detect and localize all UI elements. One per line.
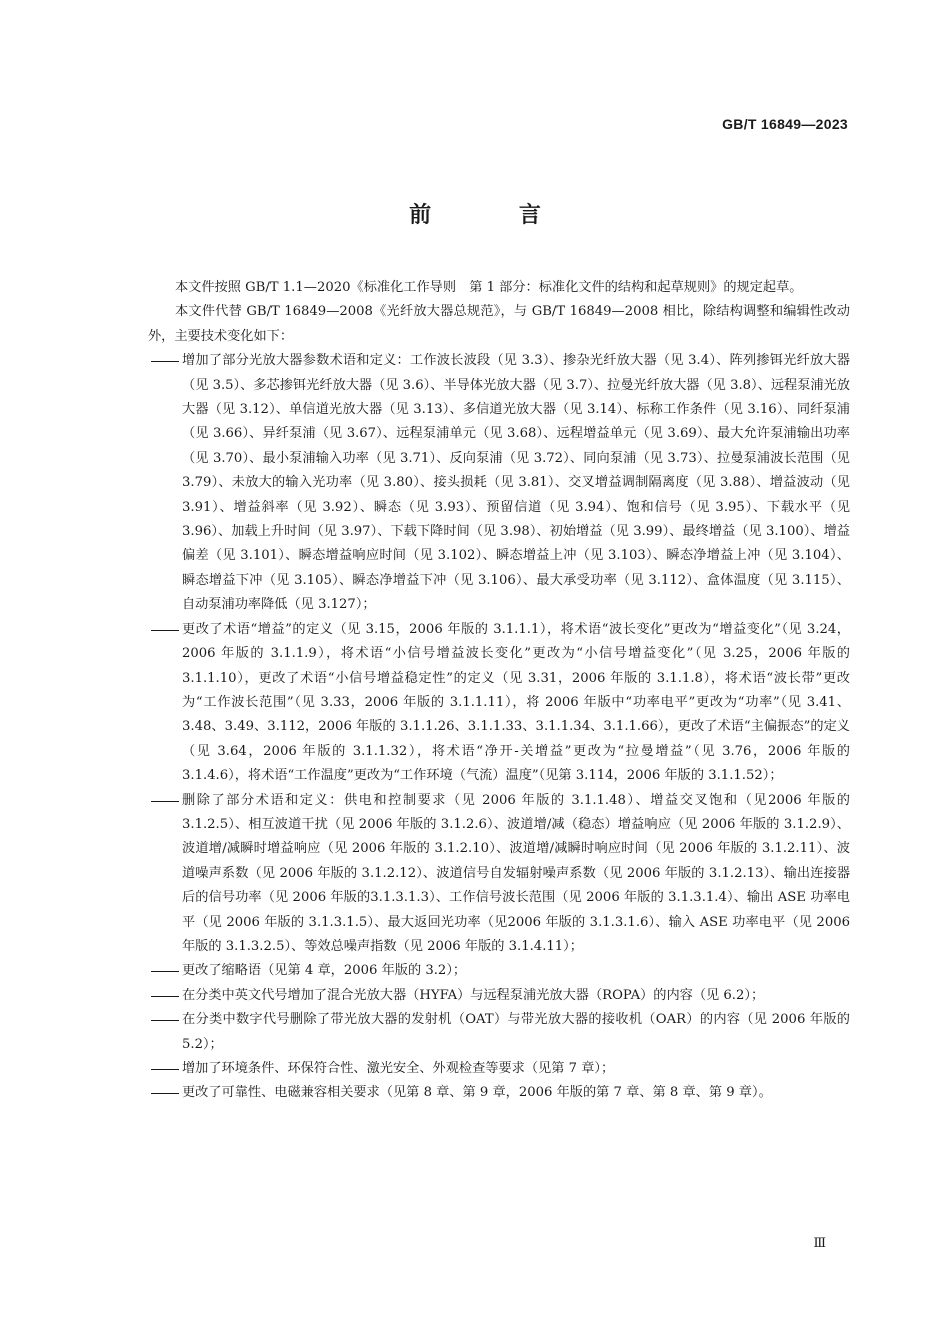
list-item	[148, 984, 850, 1008]
list-item	[148, 1008, 850, 1057]
list-item-text: 更改了缩略语（见第 4 章，2006 年版的 3.2）；	[182, 963, 467, 979]
standard-number: GB/T 16849—2023	[722, 116, 848, 132]
list-item-text: 更改了术语“增益”的定义（见 3.15，2006 年版的 3.1.1.1），将术语“波长变化”更改为“增益变化”（见 3.24，2006 年版的 3.1.1.9），将术语“小信号增益波长变化”更改为“小信号增益变化”（见 3.25，2006 年版的 3.1.1.10），更改了术语“小信号增益稳定性”的定义（见 3.31，2006 年版的 3.1.1.8），将术语“波长带”更改为“工作波长范围”（见 3.33，2006 年版的 3.1.1.11），将 2006 年版中“功率电平”更改为“功率”（见 3.41、3.48、3.49、3.112，2006 年版的 3.1.1.26、3.1.1.33、3.1.1.34、3.1.1.66），更改了术语“主偏振态”的定义（见 3.64，2006 年版的 3.1.1.32），将术语“净开-关增益”更改为“拉曼增益”（见 3.76，2006 年版的 3.1.4.6），将术语“工作温度”更改为“工作环境（气流）温度”（见第 3.114，2006 年版的 3.1.1.52）；	[182, 621, 850, 784]
paragraph: 本文件按照 GB/T 1.1—2020《标准化工作导则 第 1 部分：标准化文件的结构和起草规则》的规定起草。	[175, 280, 803, 295]
list-item	[148, 618, 850, 789]
list-item-text: 更改了可靠性、电磁兼容相关要求（见第 8 章、第 9 章，2006 年版的第 7 章、第 8 章、第 9 章）。	[182, 1085, 772, 1101]
technical-changes-list	[148, 349, 850, 1106]
list-item	[148, 1057, 850, 1081]
list-item-text: 增加了部分光放大器参数术语和定义：工作波长波段（见 3.3）、掺杂光纤放大器（见 3.4）、阵列掺铒光纤放大器（见 3.5）、多芯掺铒光纤放大器（见 3.6）、半导体光放大器（见 3.7）、拉曼光纤放大器（见 3.8）、远程泵浦光放大器（见 3.12）、单信道光放大器（见 3.13）、多信道光放大器（见 3.14）、标称工作条件（见 3.16）、同纤泵浦（见 3.66）、异纤泵浦（见 3.67）、远程泵浦单元（见 3.68）、远程增益单元（见 3.69）、最大允许泵浦输出功率（见 3.70）、最小泵浦输入功率（见 3.71）、反向泵浦（见 3.72）、同向泵浦（见 3.73）、拉曼泵浦波长范围（见 3.79）、未放大的输入光功率（见 3.80）、接头损耗（见 3.81）、交叉增益调制隔离度（见 3.88）、增益波动（见 3.91）、增益斜率（见 3.92）、瞬态（见 3.93）、预留信道（见 3.94）、饱和信号（见 3.95）、下载水平（见 3.96）、加载上升时间（见 3.97）、下载下降时间（见 3.98）、初始增益（见 3.99）、最终增益（见 3.100）、增益偏差（见 3.101）、瞬态增益响应时间（见 3.102）、瞬态增益上冲（见 3.103）、瞬态净增益上冲（见 3.104）、瞬态增益下冲（见 3.105）、瞬态净增益下冲（见 3.106）、最大承受功率（见 3.112）、盒体温度（见 3.115）、自动泵浦功率降低（见 3.127）；	[182, 353, 850, 613]
list-item-text: 在分类中英文代号增加了混合光放大器（HYFA）与远程泵浦光放大器（ROPA）的内容（见 6.2）；	[182, 987, 765, 1003]
list-item	[148, 1081, 850, 1105]
paragraph: 本文件代替 GB/T 16849—2008《光纤放大器总规范》，与 GB/T 16849—2008 相比，除结构调整和编辑性改动外，主要技术变化如下：	[148, 304, 850, 344]
list-item-text: 增加了环境条件、环保符合性、激光安全、外观检查等要求（见第 7 章）；	[182, 1061, 615, 1076]
list-item-text: 删除了部分术语和定义：供电和控制要求（见 2006 年版的 3.1.1.48）、增益交叉饱和（见2006 年版的 3.1.2.5）、相互波道干扰（见 2006 年版的 3.1.2.6）、波道增/减（稳态）增益响应（见 2006 年版的 3.1.2.9）、波道增/减瞬时增益响应（见 2006 年版的 3.1.2.10）、波道增/减瞬时响应时间（见 2006 年版的 3.1.2.11）、波道噪声系数（见 2006 年版的 3.1.2.12）、波道信号自发辐射噪声系数（见 2006 年版的 3.1.2.13）、输出连接器后的信号功率（见 2006 年版的3.1.3.1.3）、工作信号波长范围（见 2006 年版的 3.1.3.1.4）、输出 ASE 功率电平（见 2006 年版的 3.1.3.1.5）、最大返回光功率（见2006 年版的 3.1.3.1.6）、输入 ASE 功率电平（见 2006 年版的 3.1.3.2.5）、等效总噪声指数（见 2006 年版的 3.1.4.11）；	[182, 792, 850, 954]
list-item	[148, 789, 850, 960]
page-title: 前 言	[409, 203, 581, 228]
list-item	[148, 349, 850, 617]
list-item-text: 在分类中数字代号删除了带光放大器的发射机（OAT）与带光放大器的接收机（OAR）的内容（见 2006 年版的 5.2）；	[182, 1012, 850, 1052]
page-number: Ⅲ	[813, 1236, 826, 1251]
foreword-body	[148, 276, 850, 1106]
list-item	[148, 959, 850, 983]
